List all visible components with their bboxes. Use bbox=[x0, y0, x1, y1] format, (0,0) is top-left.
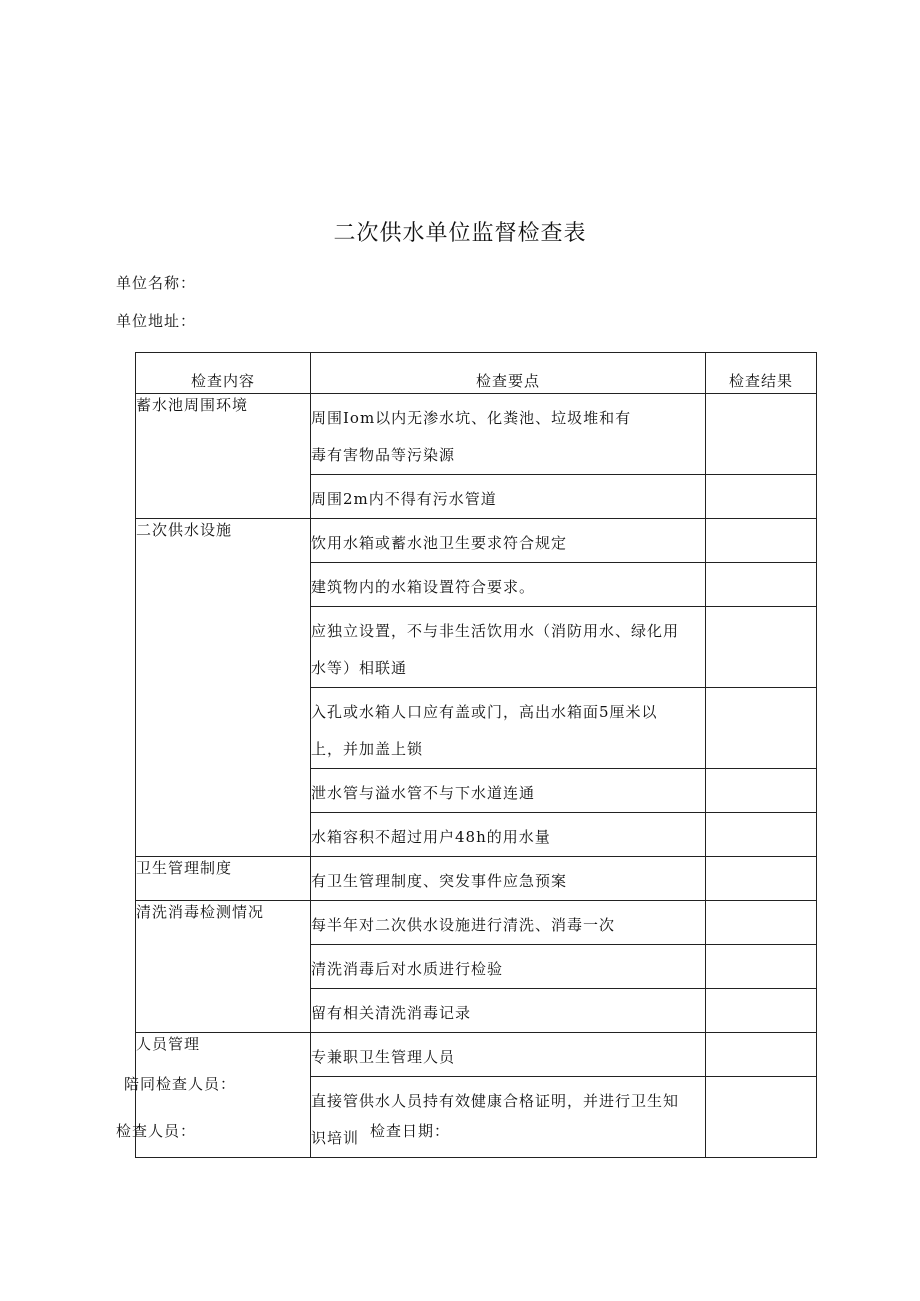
check-result-cell[interactable] bbox=[706, 857, 817, 901]
check-point bbox=[311, 519, 706, 563]
unit-address-field bbox=[116, 310, 206, 331]
document-title: 二次供水单位监督检查表 bbox=[333, 221, 587, 246]
header-result: 检查结果 bbox=[706, 353, 817, 394]
check-point-line: 留有相关清洗消毒记录 bbox=[311, 1004, 472, 1022]
check-point-line: 入孔或水箱人口应有盖或门，高出水箱面5厘米以 bbox=[311, 703, 658, 721]
header-points: 检查要点 bbox=[311, 353, 706, 394]
date-field bbox=[370, 1120, 450, 1141]
section-name: 卫生管理制度 bbox=[136, 857, 311, 901]
check-point-line: 直接管供水人员持有效健康合格证明，并进行卫生知 bbox=[311, 1092, 680, 1110]
check-point-line: 专兼职卫生管理人员 bbox=[311, 1048, 456, 1066]
unit-address-label: 单位地址： bbox=[116, 312, 197, 330]
check-point bbox=[311, 688, 706, 769]
table-body bbox=[136, 394, 817, 1158]
check-point-line: 应独立设置，不与非生活饮用水（消防用水、绿化用 bbox=[311, 622, 680, 640]
section-name: 蓄水池周围环境 bbox=[136, 394, 311, 519]
check-point bbox=[311, 1077, 706, 1158]
table-row bbox=[136, 901, 817, 945]
check-point-line: 周围2m内不得有污水管道 bbox=[311, 490, 497, 508]
check-point bbox=[311, 945, 706, 989]
check-point bbox=[311, 394, 706, 475]
check-point bbox=[311, 563, 706, 607]
check-result-cell[interactable] bbox=[706, 989, 817, 1033]
check-point-line: 有卫生管理制度、突发事件应急预案 bbox=[311, 872, 568, 890]
check-result-cell[interactable] bbox=[706, 475, 817, 519]
check-result-cell[interactable] bbox=[706, 813, 817, 857]
check-point-line: 识培训 bbox=[311, 1129, 360, 1147]
check-result-cell[interactable] bbox=[706, 1077, 817, 1158]
accompany-label: 陪同检查人员： bbox=[124, 1075, 237, 1093]
check-result-cell[interactable] bbox=[706, 607, 817, 688]
check-result-cell[interactable] bbox=[706, 769, 817, 813]
check-point bbox=[311, 813, 706, 857]
table-row bbox=[136, 519, 817, 563]
check-point bbox=[311, 901, 706, 945]
check-result-cell[interactable] bbox=[706, 394, 817, 475]
section-name: 二次供水设施 bbox=[136, 519, 311, 857]
check-point-line: 饮用水箱或蓄水池卫生要求符合规定 bbox=[311, 534, 568, 552]
table-row bbox=[136, 1033, 817, 1077]
check-point-line: 清洗消毒后对水质进行检验 bbox=[311, 960, 504, 978]
check-point bbox=[311, 857, 706, 901]
check-point-line: 泄水管与溢水管不与下水道连通 bbox=[311, 784, 536, 802]
check-result-cell[interactable] bbox=[706, 563, 817, 607]
section-name: 清洗消毒检测情况 bbox=[136, 901, 311, 1033]
header-content: 检查内容 bbox=[136, 353, 311, 394]
check-point bbox=[311, 1033, 706, 1077]
check-result-cell[interactable] bbox=[706, 688, 817, 769]
check-point-line: 上，并加盖上锁 bbox=[311, 740, 424, 758]
inspection-table bbox=[135, 352, 817, 1158]
check-point-line: 建筑物内的水箱设置符合要求。 bbox=[311, 578, 536, 596]
check-result-cell[interactable] bbox=[706, 1033, 817, 1077]
check-point bbox=[311, 475, 706, 519]
check-point-line: 周围Iom以内无渗水坑、化粪池、垃圾堆和有 bbox=[311, 409, 632, 427]
check-result-cell[interactable] bbox=[706, 945, 817, 989]
unit-name-field bbox=[116, 272, 206, 293]
check-point-line: 水等）相联通 bbox=[311, 659, 408, 677]
check-point-line: 水箱容积不超过用户48h的用水量 bbox=[311, 828, 551, 846]
table-row bbox=[136, 394, 817, 475]
check-point bbox=[311, 607, 706, 688]
table-row bbox=[136, 857, 817, 901]
section-name: 人员管理 bbox=[136, 1033, 311, 1158]
check-point-line: 毒有害物品等污染源 bbox=[311, 446, 456, 464]
check-result-cell[interactable] bbox=[706, 519, 817, 563]
unit-name-label: 单位名称： bbox=[116, 274, 197, 292]
table-header-row bbox=[136, 353, 817, 394]
check-point bbox=[311, 989, 706, 1033]
inspector-label: 检查人员： bbox=[116, 1122, 197, 1140]
accompany-field bbox=[124, 1073, 236, 1094]
check-result-cell[interactable] bbox=[706, 901, 817, 945]
date-label: 检查日期： bbox=[370, 1122, 451, 1140]
check-point bbox=[311, 769, 706, 813]
inspector-field bbox=[116, 1120, 196, 1141]
check-point-line: 每半年对二次供水设施进行清洗、消毒一次 bbox=[311, 916, 616, 934]
